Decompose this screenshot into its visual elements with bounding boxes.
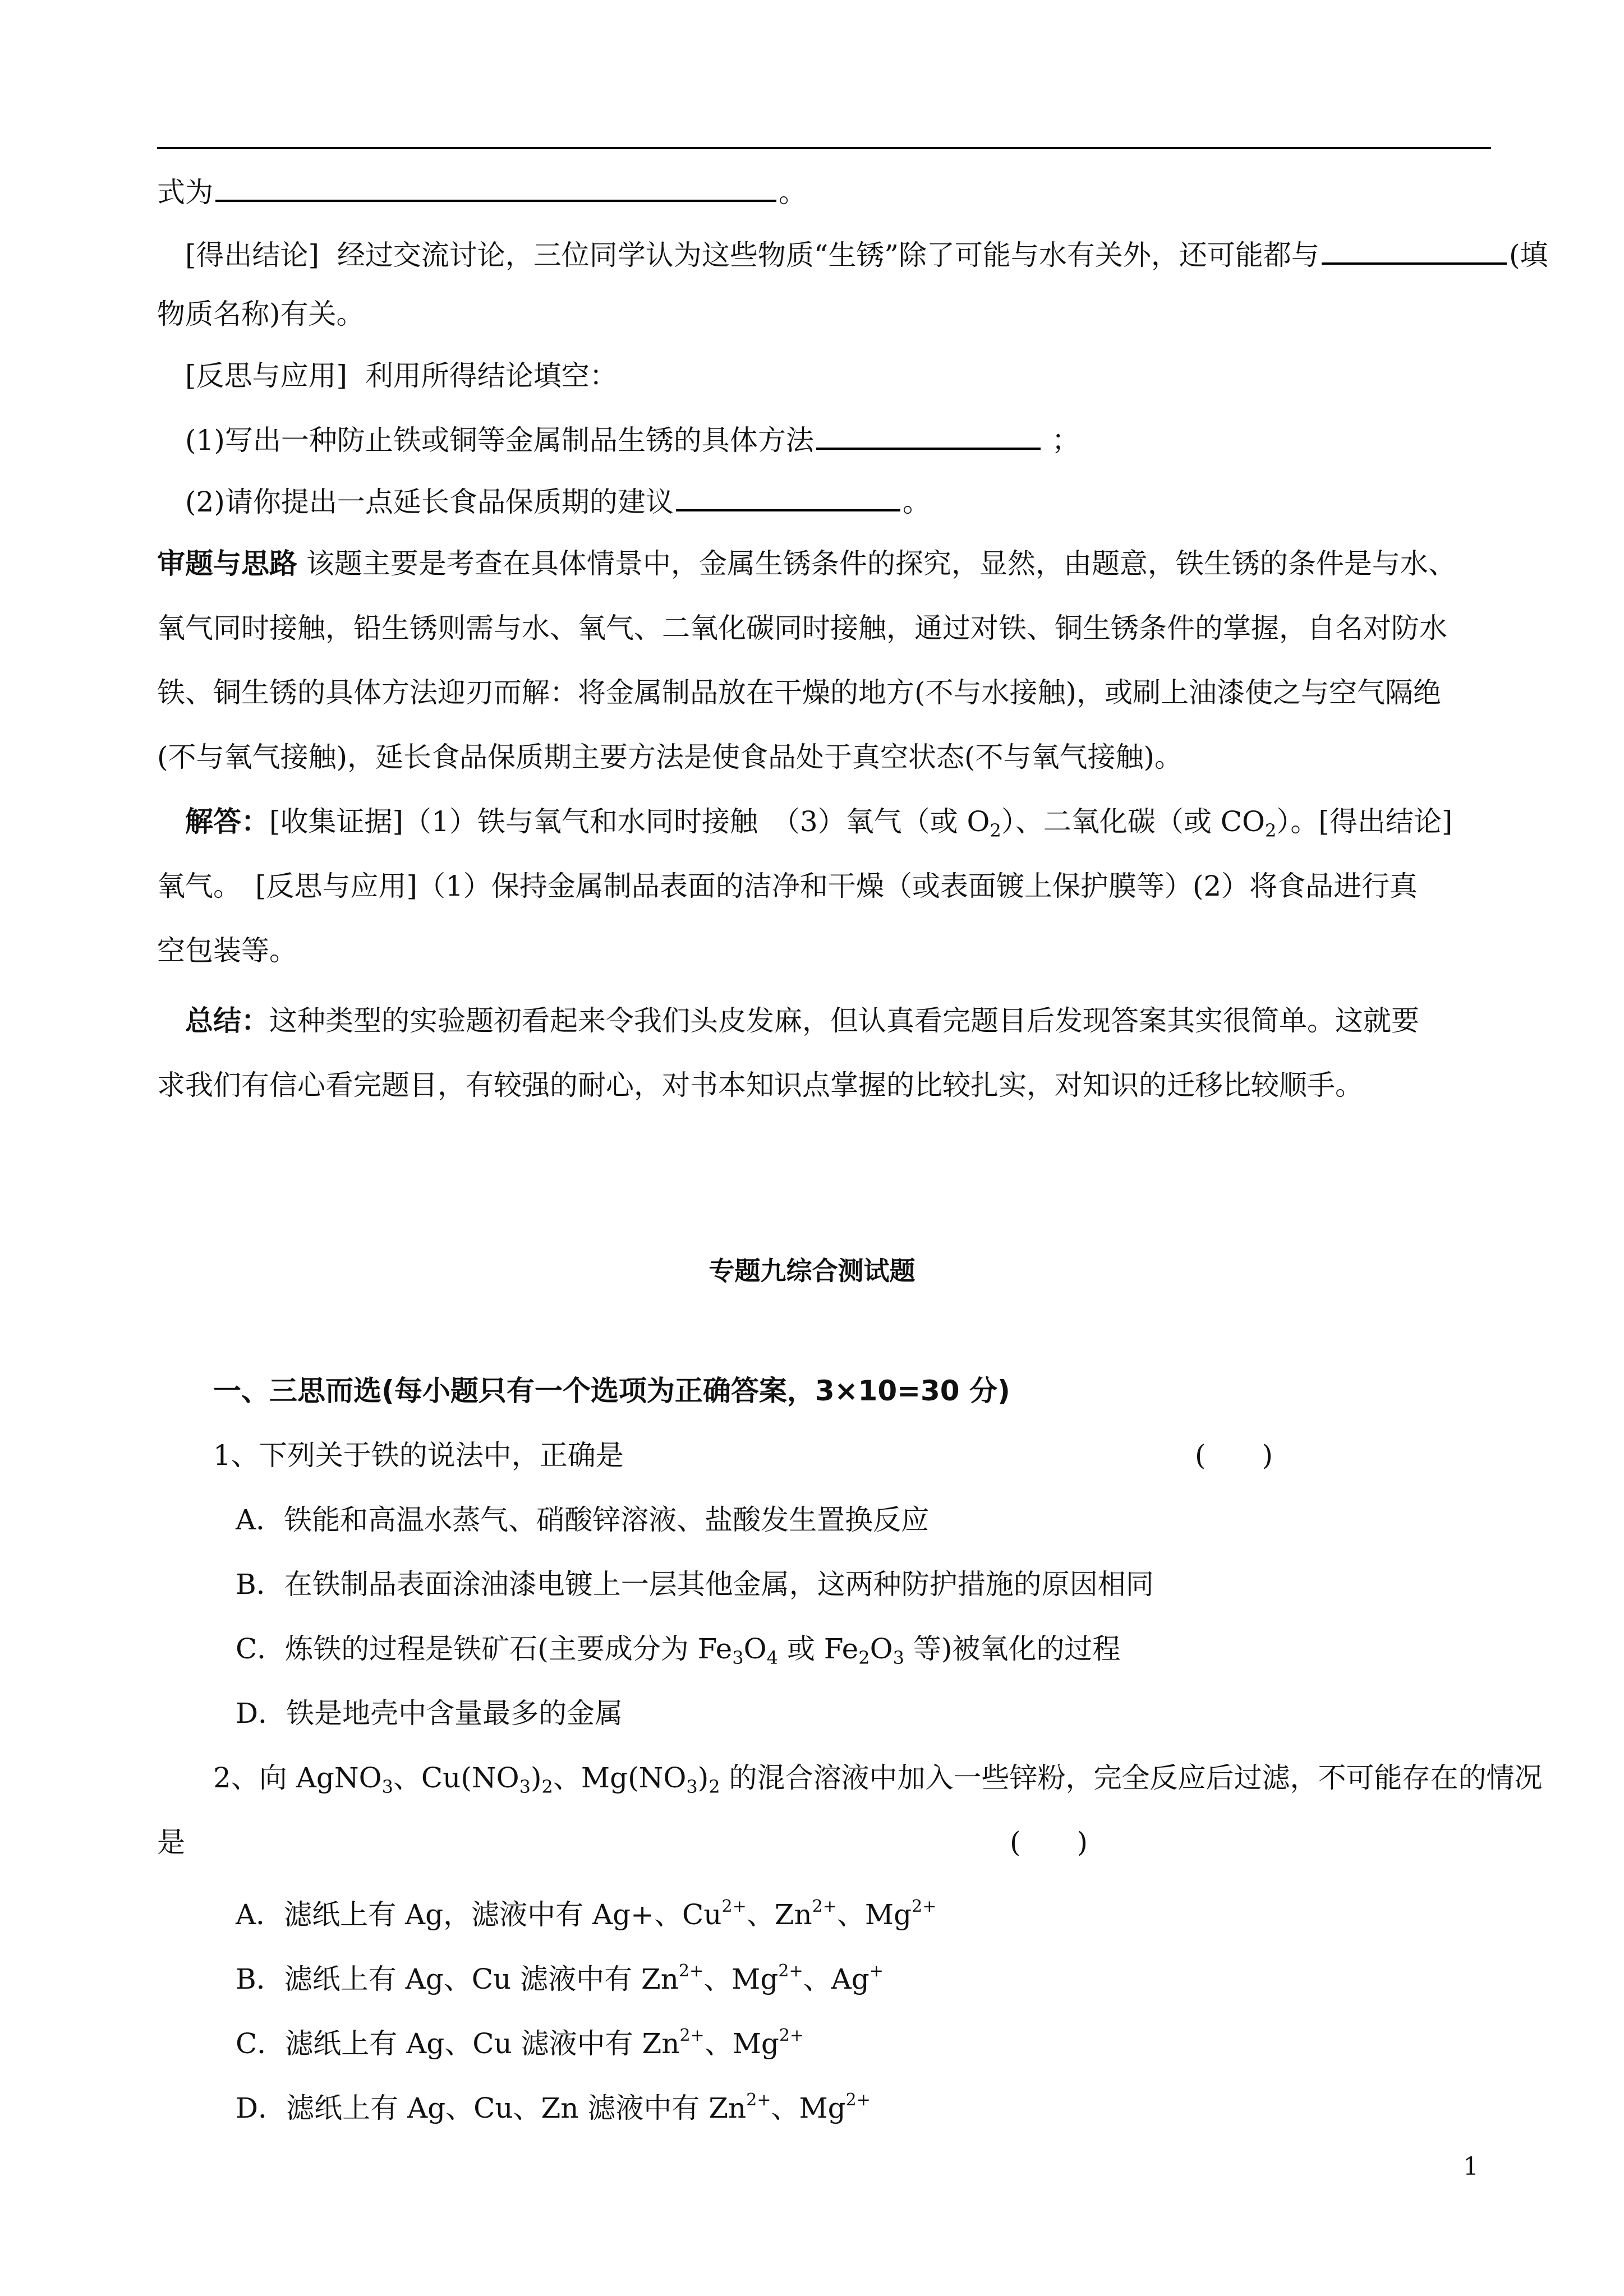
formula-line	[157, 173, 807, 209]
q1-stem	[213, 1439, 624, 1472]
q2-stem-a: 2、向 AgNO	[213, 1762, 382, 1794]
q1-option-a: A．铁能和高温水蒸气、硝酸锌溶液、盐酸发生置换反应	[236, 1504, 930, 1536]
q2-sub-1: 3	[381, 1776, 393, 1797]
section-heading: 一、三思而选(每小题只有一个选项为正确答案，3×10=30 分)	[213, 1375, 1010, 1407]
conclusion-text: 经过交流讨论，三位同学认为这些物质“生锈”除了可能与水有关外，还可能都与	[337, 239, 1319, 271]
reflect-q1	[185, 421, 1080, 457]
q1-c-sub2: 2	[858, 1647, 870, 1668]
analysis-text-3: 铁、铜生锈的具体方法迎刃而解：将金属制品放在干燥的地方(不与水接触)，或刷上油漆使之与空气隔绝	[157, 676, 1442, 709]
answer-line-1	[185, 805, 1452, 847]
page-number: 1	[1463, 2152, 1479, 2181]
q1-bracket: ( )	[1195, 1439, 1273, 1472]
conclusion-tag: [得出结论]	[185, 239, 320, 271]
q2-c-sup2: 2+	[779, 2026, 804, 2045]
test-title: 专题九综合测试题	[709, 1256, 915, 1286]
q1-c-d: O	[869, 1633, 893, 1665]
analysis-text-4: (不与氧气接触)，延长食品保质期主要方法是使食品处于真空状态(不与氧气接触)。	[157, 741, 1183, 773]
summary-text-1: 这种类型的实验题初看起来令我们头皮发麻，但认真看完题目后发现答案其实很简单。这就要	[269, 1004, 1419, 1037]
reflect-line	[185, 359, 618, 393]
conclusion-line-2	[157, 297, 365, 331]
conclusion-text-2: 物质名称)有关。	[157, 298, 365, 330]
summary-line-2	[157, 1068, 1363, 1102]
answer-line-2	[157, 869, 1418, 903]
analysis-line-3	[157, 676, 1441, 709]
q2-a-sup3: 2+	[912, 1897, 937, 1916]
summary-text-2: 求我们有信心看完题目，有较强的耐心，对书本知识点掌握的比较扎实，对知识的迁移比较顺手。	[157, 1069, 1363, 1101]
reflect-q1-end: ；	[1051, 424, 1080, 457]
q2-d-text2: 、Mg	[771, 2092, 846, 2124]
q2-sub-3: 2	[541, 1776, 553, 1797]
q2-option-c	[236, 2019, 804, 2060]
q1-c-sub3: 3	[732, 1647, 744, 1668]
answer-text-3: 空包装等。	[157, 934, 297, 967]
answer-text-2: 氧气。 [反思与应用]（1）保持金属制品表面的洁净和干燥（或表面镀上保护膜等）(2）将食品进行真	[157, 870, 1418, 902]
q2-option-a	[236, 1890, 936, 1931]
q2-sub-5: 2	[709, 1776, 720, 1797]
formula-suffix: 。	[779, 176, 807, 209]
q1-c-a: C．炼铁的过程是铁矿石(主要成分为 Fe	[236, 1633, 733, 1665]
q2-stem	[213, 1761, 1542, 1804]
answer-label: 解答：	[185, 805, 269, 838]
q2-option-b	[236, 1954, 884, 1996]
analysis-text-1: 该题主要是考查在具体情景中，金属生锈条件的探究，显然，由题意，铁生锈的条件是与水、	[306, 547, 1456, 580]
reflect-q2-end: 。	[902, 486, 931, 518]
answer-text-1c: ）。[得出结论]	[1276, 805, 1453, 838]
q2-sub-4: 3	[686, 1776, 698, 1797]
q1-option-d: D．铁是地壳中含量最多的金属	[236, 1697, 623, 1730]
q2-a-sup2: 2+	[812, 1897, 837, 1916]
q2-b-sup1: 2+	[678, 1961, 704, 1981]
q2-b-text3: 、Ag	[803, 1963, 869, 1995]
q1-c-sub4: 4	[766, 1647, 778, 1668]
analysis-label: 审题与思路	[157, 547, 297, 580]
q2-bracket: ( )	[1010, 1826, 1088, 1859]
answer-sub-2: 2	[1265, 820, 1277, 841]
q2-stem-b: 、Cu(NO	[393, 1762, 519, 1794]
analysis-line-1	[157, 547, 1456, 580]
q1-c-e: 等)被氧化的过程	[904, 1633, 1121, 1665]
reflect-q1-blank	[816, 421, 1041, 450]
q1-option-c	[236, 1632, 1120, 1675]
q2-d-sup2: 2+	[845, 2090, 871, 2110]
q2-option-d	[236, 2083, 871, 2125]
q2-stem-e: )	[697, 1762, 709, 1794]
q1-c-b: O	[743, 1633, 767, 1665]
formula-blank	[215, 173, 776, 202]
q2-stem-f: 的混合溶液中加入一些锌粉，完全反应后过滤，不可能存在的情况	[720, 1762, 1543, 1794]
q2-a-text: A．滤纸上有 Ag，滤液中有 Ag+、Cu	[236, 1898, 722, 1931]
q2-d-text: D．滤纸上有 Ag、Cu、Zn 滤液中有 Zn	[236, 2092, 747, 2124]
reflect-text: 利用所得结论填空：	[365, 359, 618, 392]
q2-c-sup1: 2+	[679, 2026, 705, 2045]
q2-c-text2: 、Mg	[704, 2027, 779, 2060]
q2-c-text: C．滤纸上有 Ag、Cu 滤液中有 Zn	[236, 2027, 680, 2060]
q2-d-sup1: 2+	[746, 2090, 771, 2110]
reflect-q2	[185, 482, 931, 519]
header-rule	[157, 147, 1491, 149]
q2-stem-line-2: 是	[157, 1826, 185, 1859]
reflect-tag: [反思与应用]	[185, 359, 348, 392]
q1-c-c: 或 Fe	[778, 1633, 859, 1665]
q1-c-sub3b: 3	[892, 1647, 904, 1668]
q2-b-text: B．滤纸上有 Ag、Cu 滤液中有 Zn	[236, 1963, 679, 1995]
conclusion-blank	[1322, 236, 1507, 265]
q2-stem-d: 、Mg(NO	[553, 1762, 687, 1794]
q2-a-text3: 、Mg	[836, 1898, 912, 1931]
reflect-q2-text: (2)请你提出一点延长食品保质期的建议	[185, 486, 674, 518]
q2-a-sup1: 2+	[721, 1897, 747, 1916]
q2-stem-c: )	[531, 1762, 542, 1794]
q1-option-b: B．在铁制品表面涂油漆电镀上一层其他金属，这两种防护措施的原因相同	[236, 1568, 1154, 1601]
answer-line-3	[157, 934, 297, 967]
conclusion-tail: (填	[1508, 239, 1548, 271]
conclusion-line	[185, 236, 1548, 272]
analysis-line-4	[157, 740, 1183, 774]
q2-b-sup3: +	[869, 1961, 884, 1981]
q2-a-text2: 、Zn	[746, 1898, 812, 1931]
q2-b-text2: 、Mg	[703, 1963, 779, 1995]
summary-label: 总结：	[185, 1004, 269, 1037]
q2-sub-2: 3	[519, 1776, 531, 1797]
q1-stem-text: 1、下列关于铁的说法中，正确是	[213, 1439, 624, 1472]
reflect-q1-text: (1)写出一种防止铁或铜等金属制品生锈的具体方法	[185, 424, 814, 457]
formula-prefix: 式为	[157, 176, 213, 209]
q2-b-sup2: 2+	[778, 1961, 803, 1981]
analysis-line-2	[157, 611, 1447, 645]
summary-line-1	[185, 1004, 1419, 1038]
answer-text-1b: ）、二氧化碳（或 CO	[1001, 805, 1266, 838]
reflect-q2-blank	[676, 482, 900, 511]
answer-sub-1: 2	[990, 820, 1001, 841]
analysis-text-2: 氧气同时接触，铅生锈则需与水、氧气、二氧化碳同时接触，通过对铁、铜生锈条件的掌握，自名对防水	[157, 612, 1447, 644]
answer-text-1a: [收集证据]（1）铁与氧气和水同时接触 （3）氧气（或 O	[269, 805, 990, 838]
